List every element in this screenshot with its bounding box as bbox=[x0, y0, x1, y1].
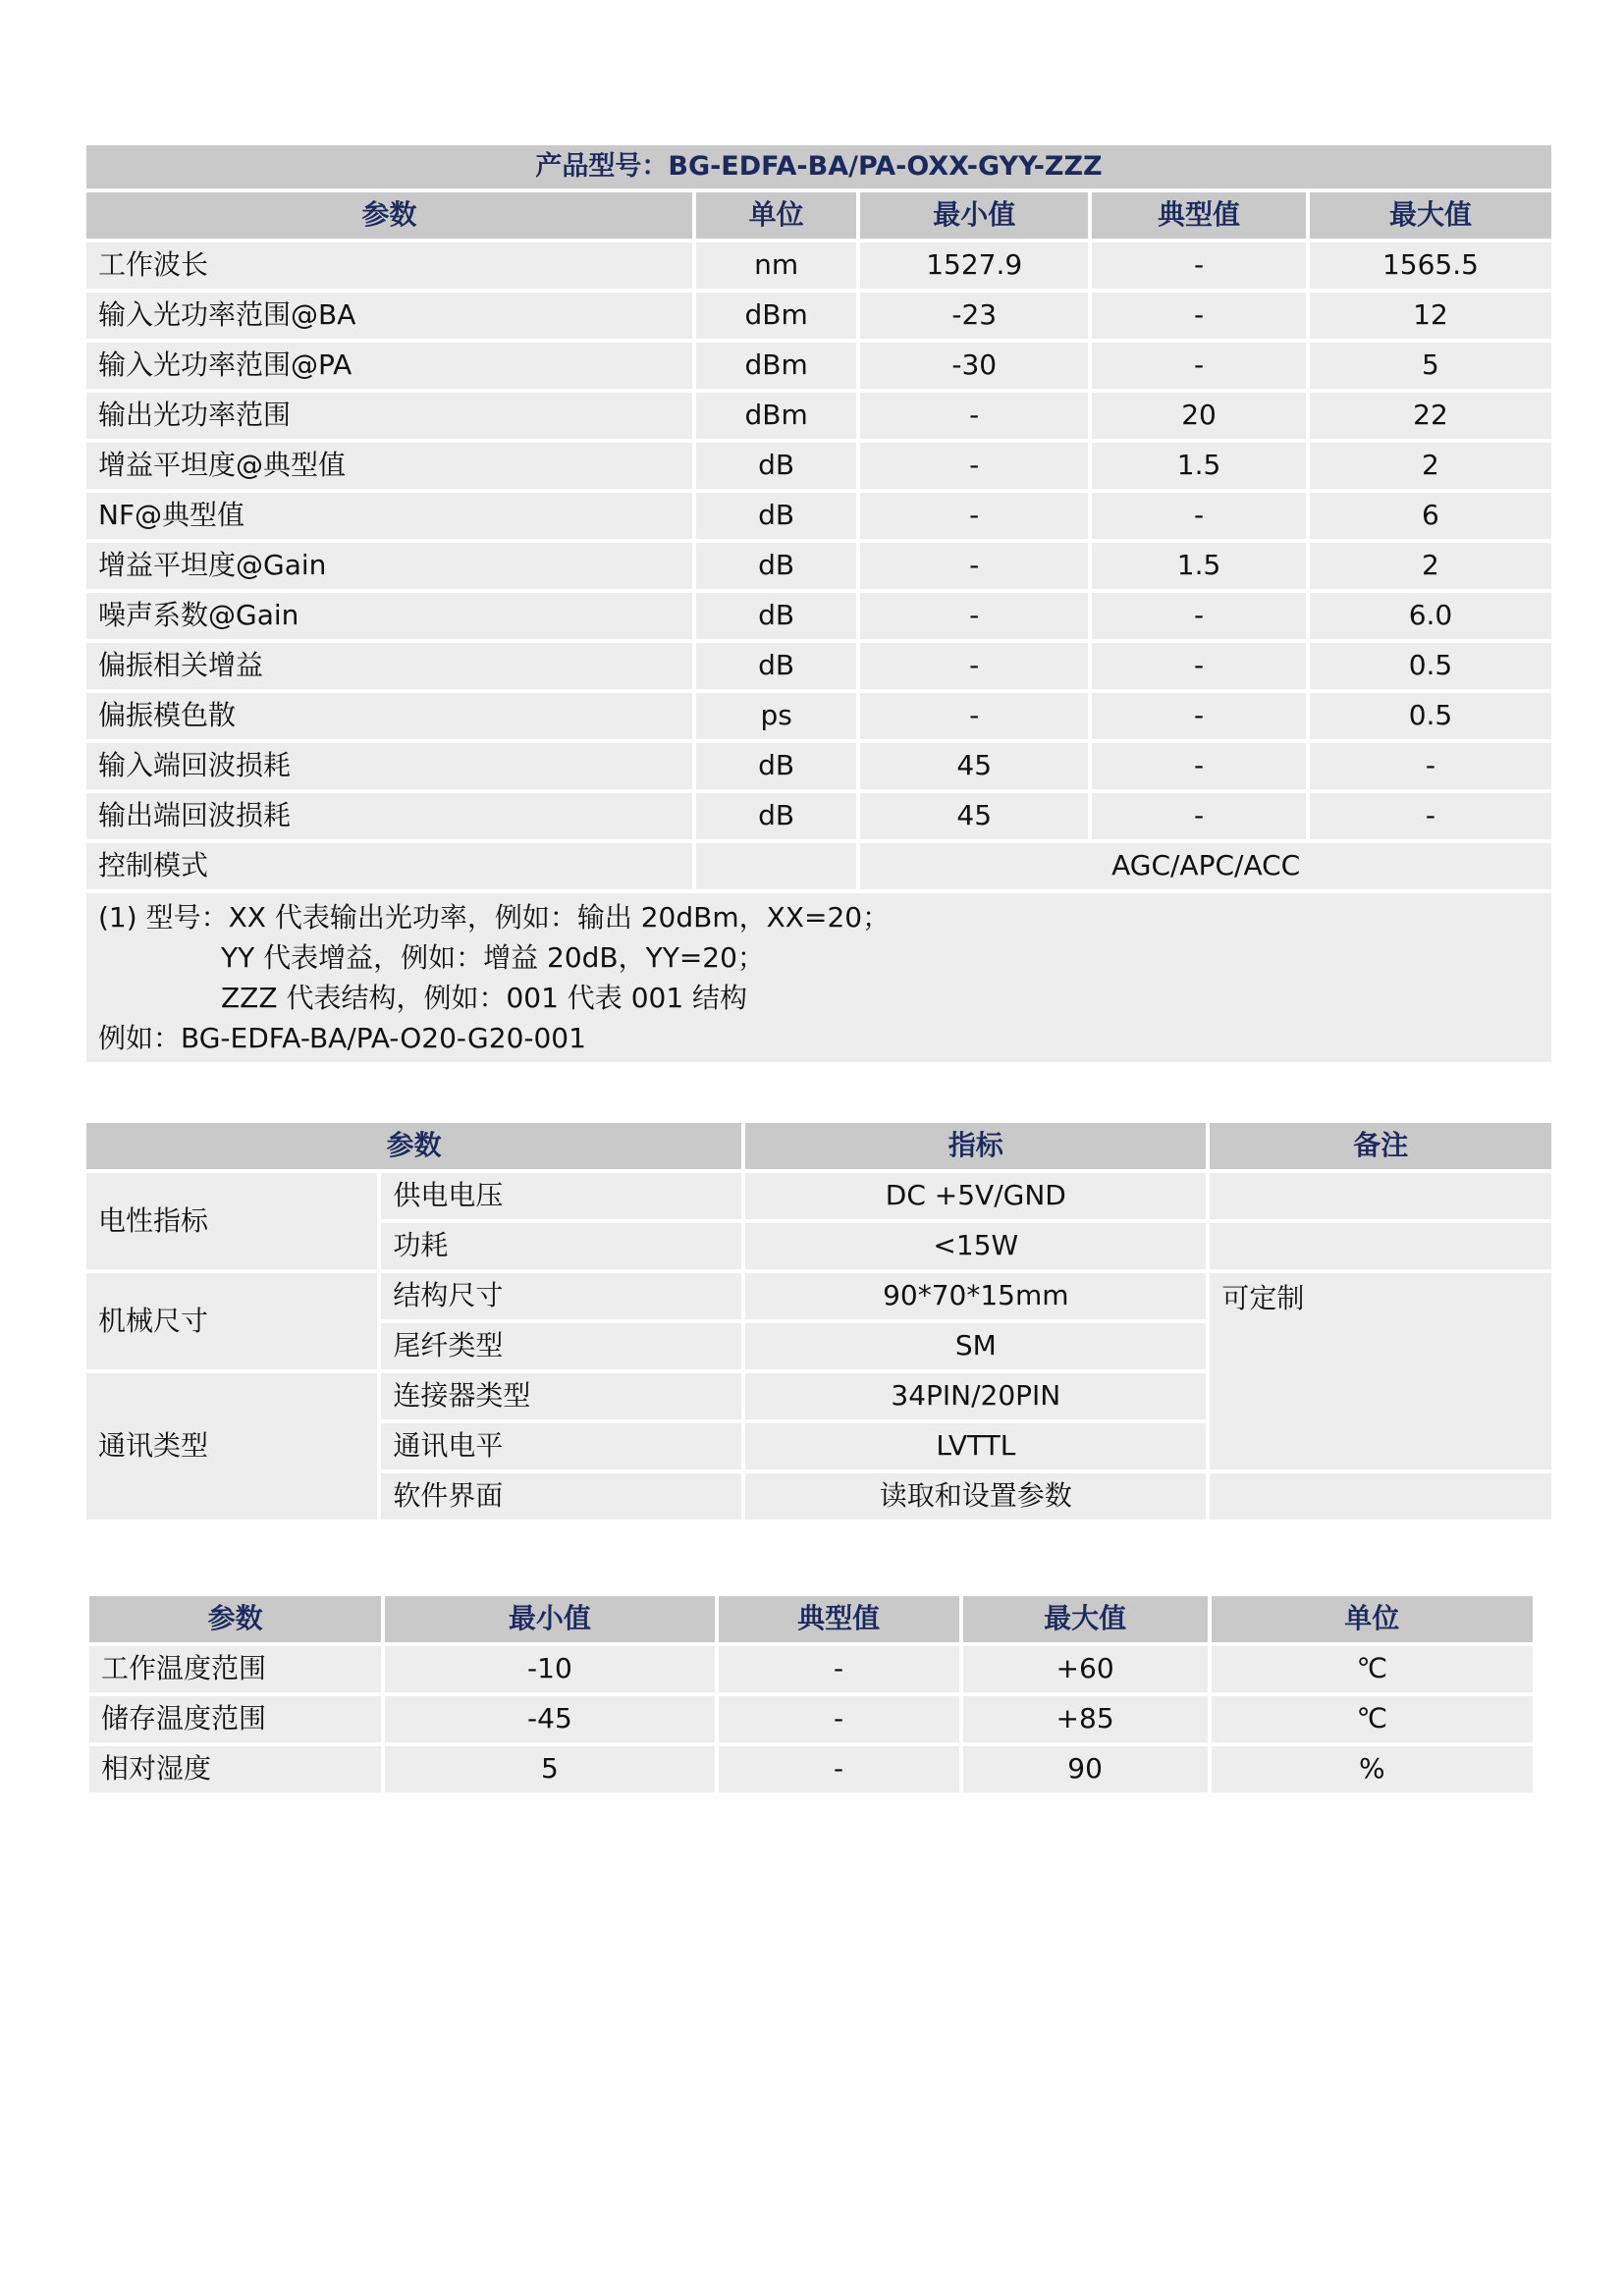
table-row bbox=[86, 493, 1551, 539]
typ-value: - bbox=[1092, 293, 1306, 339]
param-name: NF@典型值 bbox=[86, 493, 692, 539]
param-value: <15W bbox=[745, 1223, 1206, 1269]
control-mode-unit bbox=[696, 843, 856, 889]
unit-cell: % bbox=[1212, 1746, 1533, 1792]
table-row bbox=[86, 1273, 1551, 1319]
param-value: DC +5V/GND bbox=[745, 1173, 1206, 1219]
table-title-row bbox=[86, 145, 1551, 188]
param-name: 输入光功率范围@BA bbox=[86, 293, 692, 339]
param-name: 噪声系数@Gain bbox=[86, 593, 692, 639]
control-mode-label: 控制模式 bbox=[86, 843, 692, 889]
typ-value: - bbox=[719, 1696, 959, 1742]
header-unit: 单位 bbox=[1212, 1596, 1533, 1642]
typ-value: - bbox=[1092, 643, 1306, 689]
min-value: -30 bbox=[860, 343, 1088, 389]
remark-cell bbox=[1210, 1473, 1551, 1520]
typ-value: - bbox=[1092, 793, 1306, 839]
table-row bbox=[86, 593, 1551, 639]
group-communication: 通讯类型 bbox=[86, 1373, 377, 1520]
table-row bbox=[89, 1746, 1533, 1792]
header-min: 最小值 bbox=[385, 1596, 714, 1642]
notes-cell bbox=[86, 893, 1551, 1062]
unit-cell: dB bbox=[696, 493, 856, 539]
note-line: YY 代表增益，例如：增益 20dB，YY=20； bbox=[221, 941, 765, 974]
param-name: 结构尺寸 bbox=[381, 1273, 741, 1319]
max-value: 0.5 bbox=[1310, 643, 1551, 689]
typ-value: - bbox=[1092, 343, 1306, 389]
table-row bbox=[86, 393, 1551, 439]
header-param: 参数 bbox=[89, 1596, 381, 1642]
product-model-title: 产品型号：BG-EDFA-BA/PA-OXX-GYY-ZZZ bbox=[86, 145, 1551, 188]
optical-spec-table bbox=[82, 141, 1555, 1066]
max-value: 2 bbox=[1310, 543, 1551, 589]
table-row bbox=[86, 693, 1551, 739]
param-value: 34PIN/20PIN bbox=[745, 1373, 1206, 1419]
min-value: - bbox=[860, 443, 1088, 489]
table-row bbox=[86, 343, 1551, 389]
max-value: 0.5 bbox=[1310, 693, 1551, 739]
max-value: - bbox=[1310, 743, 1551, 789]
param-name: 工作波长 bbox=[86, 242, 692, 289]
unit-cell: ℃ bbox=[1212, 1646, 1533, 1692]
max-value: 22 bbox=[1310, 393, 1551, 439]
param-name: 增益平坦度@典型值 bbox=[86, 443, 692, 489]
param-name: 尾纤类型 bbox=[381, 1323, 741, 1369]
spec-rows bbox=[86, 242, 1551, 839]
header-spec: 指标 bbox=[745, 1123, 1206, 1169]
unit-cell: ℃ bbox=[1212, 1696, 1533, 1742]
header-row bbox=[86, 1123, 1551, 1169]
param-name: 储存温度范围 bbox=[89, 1696, 381, 1742]
param-name: 通讯电平 bbox=[381, 1423, 741, 1469]
table-row bbox=[86, 1173, 1551, 1219]
max-value: 6.0 bbox=[1310, 593, 1551, 639]
min-value: - bbox=[860, 393, 1088, 439]
max-value: 90 bbox=[963, 1746, 1208, 1792]
header-row bbox=[86, 192, 1551, 239]
group-electrical: 电性指标 bbox=[86, 1173, 377, 1269]
max-value: 12 bbox=[1310, 293, 1551, 339]
typ-value: - bbox=[1092, 743, 1306, 789]
typ-value: 20 bbox=[1092, 393, 1306, 439]
max-value: +60 bbox=[963, 1646, 1208, 1692]
unit-cell: dB bbox=[696, 743, 856, 789]
param-value: 90*70*15mm bbox=[745, 1273, 1206, 1319]
table-row bbox=[86, 293, 1551, 339]
header-row bbox=[89, 1596, 1533, 1642]
max-value: 1565.5 bbox=[1310, 242, 1551, 289]
header-unit: 单位 bbox=[696, 192, 856, 239]
remark-customizable: 可定制 bbox=[1210, 1273, 1551, 1469]
max-value: 5 bbox=[1310, 343, 1551, 389]
table-row bbox=[86, 443, 1551, 489]
table-row bbox=[89, 1646, 1533, 1692]
header-max: 最大值 bbox=[963, 1596, 1208, 1642]
param-name: 输入光功率范围@PA bbox=[86, 343, 692, 389]
param-name: 增益平坦度@Gain bbox=[86, 543, 692, 589]
table-row bbox=[86, 242, 1551, 289]
param-name: 相对湿度 bbox=[89, 1746, 381, 1792]
param-name: 输出光功率范围 bbox=[86, 393, 692, 439]
min-value: 45 bbox=[860, 793, 1088, 839]
note-example: 例如：BG-EDFA-BA/PA-O20-G20-001 bbox=[98, 1022, 586, 1054]
typ-value: 1.5 bbox=[1092, 443, 1306, 489]
max-value: 2 bbox=[1310, 443, 1551, 489]
max-value: +85 bbox=[963, 1696, 1208, 1742]
table-row bbox=[86, 743, 1551, 789]
remark-cell bbox=[1210, 1173, 1551, 1219]
unit-cell: ps bbox=[696, 693, 856, 739]
param-name: 偏振相关增益 bbox=[86, 643, 692, 689]
param-name: 工作温度范围 bbox=[89, 1646, 381, 1692]
notes-row bbox=[86, 893, 1551, 1062]
param-name: 输出端回波损耗 bbox=[86, 793, 692, 839]
param-value: 读取和设置参数 bbox=[745, 1473, 1206, 1520]
header-param: 参数 bbox=[86, 192, 692, 239]
param-value: LVTTL bbox=[745, 1423, 1206, 1469]
unit-cell: dB bbox=[696, 793, 856, 839]
table-row bbox=[86, 643, 1551, 689]
header-max: 最大值 bbox=[1310, 192, 1551, 239]
param-name: 供电电压 bbox=[381, 1173, 741, 1219]
min-value: 5 bbox=[385, 1746, 714, 1792]
unit-cell: dBm bbox=[696, 343, 856, 389]
group-mechanical: 机械尺寸 bbox=[86, 1273, 377, 1369]
min-value: - bbox=[860, 693, 1088, 739]
remark-cell bbox=[1210, 1223, 1551, 1269]
typ-value: - bbox=[1092, 693, 1306, 739]
param-name: 功耗 bbox=[381, 1223, 741, 1269]
unit-cell: dBm bbox=[696, 293, 856, 339]
min-value: -10 bbox=[385, 1646, 714, 1692]
environment-spec-table bbox=[85, 1592, 1537, 1796]
table-row bbox=[86, 793, 1551, 839]
typ-value: 1.5 bbox=[1092, 543, 1306, 589]
header-min: 最小值 bbox=[860, 192, 1088, 239]
electrical-spec-table bbox=[82, 1119, 1555, 1523]
note-line: (1) 型号：XX 代表输出光功率，例如：输出 20dBm，XX=20； bbox=[98, 901, 891, 934]
header-remark: 备注 bbox=[1210, 1123, 1551, 1169]
control-mode-row bbox=[86, 843, 1551, 889]
typ-value: - bbox=[1092, 242, 1306, 289]
max-value: 6 bbox=[1310, 493, 1551, 539]
min-value: - bbox=[860, 493, 1088, 539]
min-value: - bbox=[860, 543, 1088, 589]
unit-cell: dB bbox=[696, 643, 856, 689]
param-name: 连接器类型 bbox=[381, 1373, 741, 1419]
note-line: ZZZ 代表结构，例如：001 代表 001 结构 bbox=[221, 982, 748, 1014]
min-value: 45 bbox=[860, 743, 1088, 789]
param-name: 软件界面 bbox=[381, 1473, 741, 1520]
typ-value: - bbox=[1092, 593, 1306, 639]
unit-cell: dB bbox=[696, 593, 856, 639]
header-typ: 典型值 bbox=[719, 1596, 959, 1642]
unit-cell: dBm bbox=[696, 393, 856, 439]
env-rows bbox=[89, 1646, 1533, 1792]
typ-value: - bbox=[719, 1746, 959, 1792]
table-row bbox=[89, 1696, 1533, 1742]
typ-value: - bbox=[1092, 493, 1306, 539]
table-row bbox=[86, 543, 1551, 589]
min-value: - bbox=[860, 593, 1088, 639]
unit-cell: dB bbox=[696, 443, 856, 489]
unit-cell: nm bbox=[696, 242, 856, 289]
param-name: 偏振模色散 bbox=[86, 693, 692, 739]
min-value: 1527.9 bbox=[860, 242, 1088, 289]
header-typ: 典型值 bbox=[1092, 192, 1306, 239]
param-value: SM bbox=[745, 1323, 1206, 1369]
typ-value: - bbox=[719, 1646, 959, 1692]
min-value: - bbox=[860, 643, 1088, 689]
max-value: - bbox=[1310, 793, 1551, 839]
param-name: 输入端回波损耗 bbox=[86, 743, 692, 789]
control-mode-value: AGC/APC/ACC bbox=[860, 843, 1551, 889]
unit-cell: dB bbox=[696, 543, 856, 589]
min-value: -23 bbox=[860, 293, 1088, 339]
min-value: -45 bbox=[385, 1696, 714, 1742]
header-param: 参数 bbox=[86, 1123, 741, 1169]
